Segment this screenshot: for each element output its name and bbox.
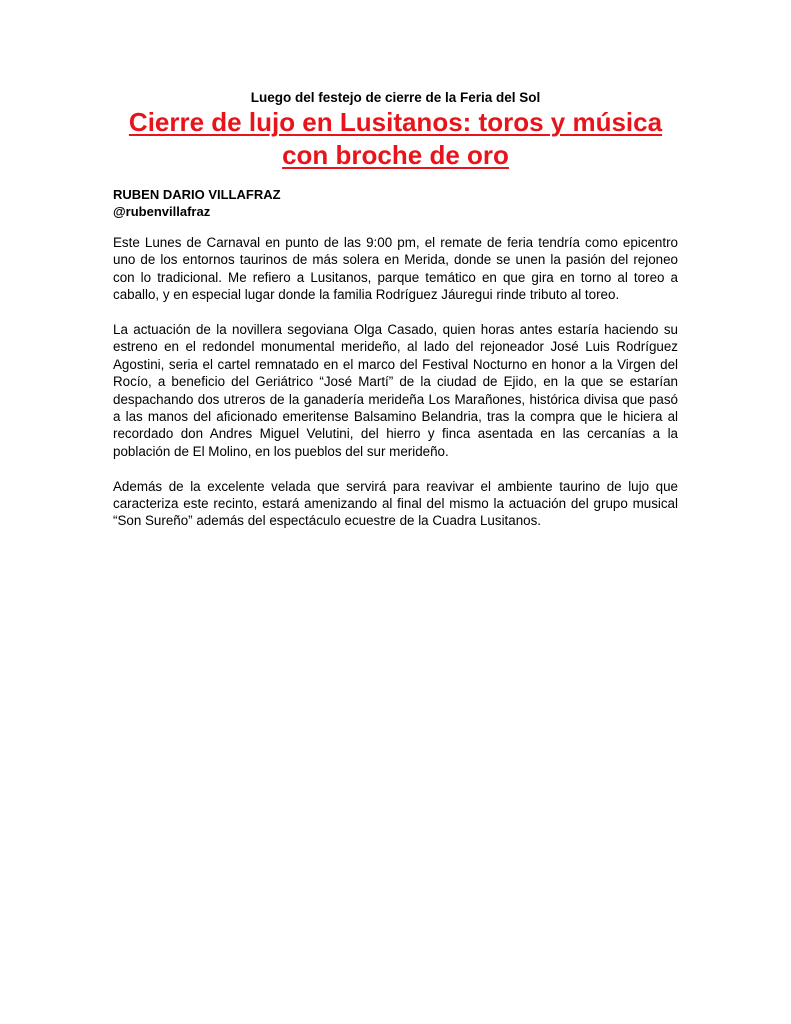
article-kicker: Luego del festejo de cierre de la Feria del Sol xyxy=(250,90,541,105)
author-name: RUBEN DARIO VILLAFRAZ xyxy=(113,187,281,202)
paragraph: Además de la excelente velada que servirá para reavivar el ambiente taurino de lujo que caracteriza este recinto, estará amenizando al final del mismo la actuación del grupo musical “Son Sureño” además del espectáculo ecuestre de la Cuadra Lusitanos. xyxy=(113,478,678,529)
byline xyxy=(113,186,281,220)
paragraph: La actuación de la novillera segoviana Olga Casado, quien horas antes estaría haciendo su estreno en el redondel monumental merideño, al lado del rejoneador José Luis Rodríguez Agostini, seria el cartel remnatado en el marco del Festival Nocturno en honor a la Virgen del Rocío, a beneficio del Geriátrico “José Martí” de la ciudad de Ejido, en la que se estarían despachando dos utreros de la ganadería merideña Los Marañones, histórica divisa que pasó a las manos del aficionado emeritense Balsamino Belandria, tras la compra que le hiciera al recordado don Andres Miguel Velutini, del hierro y finca asentada en las cercanías a la población de El Molino, en los pueblos del sur merideño. xyxy=(113,322,678,459)
article-body xyxy=(113,234,678,547)
author-handle: @rubenvillafraz xyxy=(113,204,211,219)
paragraph: Este Lunes de Carnaval en punto de las 9:00 pm, el remate de feria tendría como epicentro uno de los entornos taurinos de más solera en Merida, donde se unen la pasión del rejoneo con lo tradicional. Me refiero a Lusitanos, parque temático en que gira en torno al toreo a caballo, y en especial lugar donde la familia Rodríguez Jáuregui rinde tributo al toreo. xyxy=(113,235,678,303)
article-headline: Cierre de lujo en Lusitanos: toros y música con broche de oro xyxy=(128,107,663,170)
